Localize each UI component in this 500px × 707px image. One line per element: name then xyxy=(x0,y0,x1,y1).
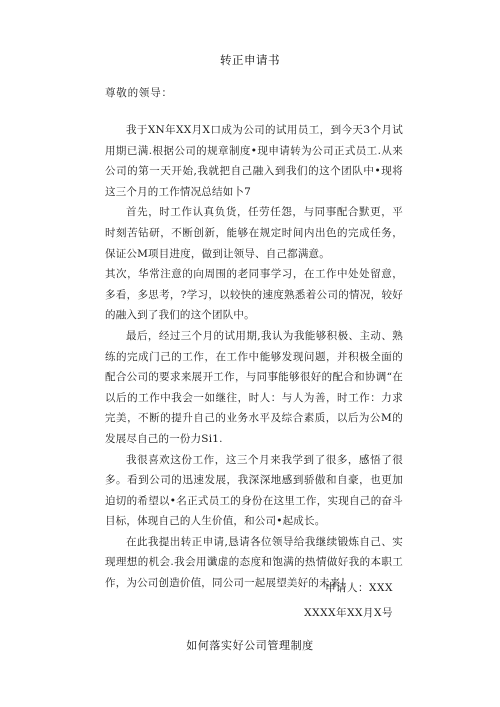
paragraph-third: 最后，经过三个月的试用期,我认为我能够积极、主动、熟练的完成门己的工作，在工作中能够发现问题，并积极全面的配合公司的要求来展开工作，与同事能够很好的配合和协调“在以后的工作中我会一如继往，时人：与人为善，时工作：力求完美，不断的提升自己的业务水平及综合素质，以后为公M的发展尽自己的一份力Si1. xyxy=(105,329,403,445)
paragraph-fourth: 我很喜欢这份工作，这三个月来我学到了很多，感悟了很多。看到公司的迅速发展，我深深地感到骄傲和自豪，也更加迫切的希望以•名正式员工的身份在这里工作，实现自己的奋斗目标，体现自己的人生价值，和公司•起成长。 xyxy=(105,453,403,528)
paragraph-intro: 我于XN年XX月X口成为公司的试用员工，到今天3个月试用期已满.根据公司的规章制度•现申请转为公司正式员工.从来公司的第一天开始,我就把自己融入到我们的这个团队中•现将这三个月的工作情况总结如卜7 xyxy=(105,124,403,198)
applicant-line: 申请人：XXX xyxy=(325,582,393,594)
paragraph-first: 首先，时工作认真负货，任劳任怨，与同事配合默更，平时刻苦钻研，不断创新，能够在规定时间内出色的完成任务，保证公M项目进度，做到让领导、自己都满意。 xyxy=(105,206,403,260)
letter-body xyxy=(105,120,403,594)
date-line: XXXX年XX月X号 xyxy=(304,607,393,619)
document-title: 转正申请书 xyxy=(220,53,280,67)
salutation: 尊敬的领导： xyxy=(105,87,173,99)
paragraph-second: 其次，华常注意的向周围的老同事学习，在工作中处处留意，多看，多思考，?学习，以较快的速度熟悉着公司的情况，较好的融入到了我们的这个团队中。 xyxy=(105,268,403,322)
next-document-title: 如何落实好公司管理制度 xyxy=(186,639,314,652)
paragraph-closing: 在此我提出转正申请,恳请各位领导给我继续锻炼自己、实现理想的机会.我会用谶虚的态度和饱满的热情做好我的本职工作，为公司创造价值，同公司一起展望美好的未来！ xyxy=(105,535,403,590)
